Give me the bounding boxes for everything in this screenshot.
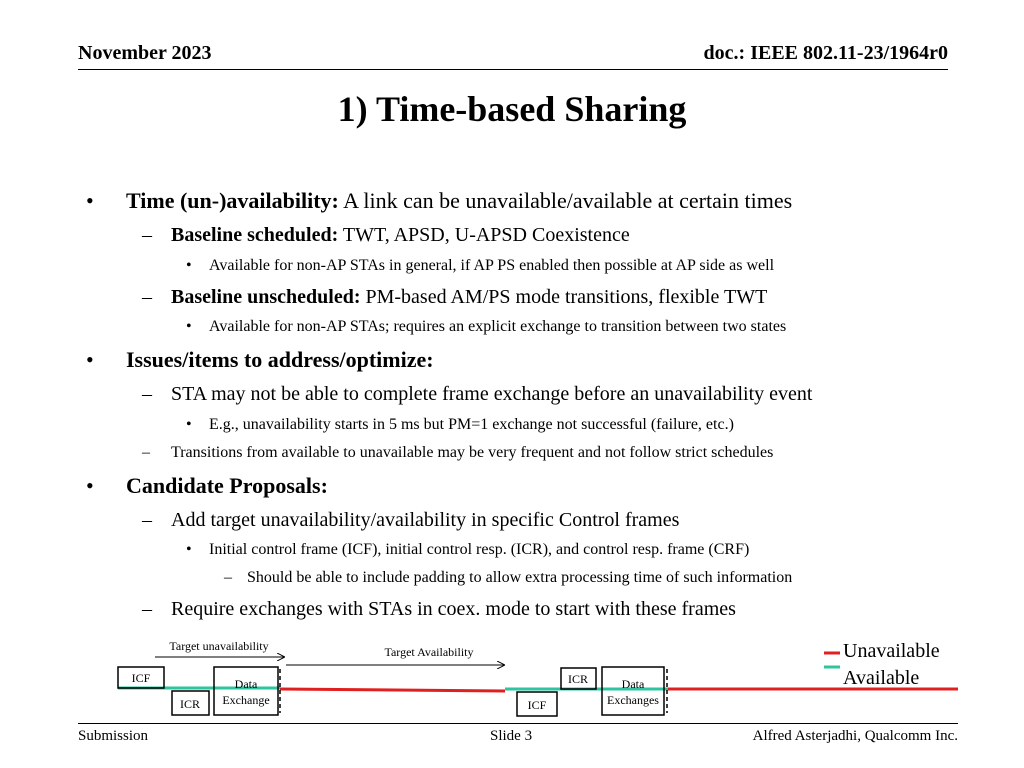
target-availability-label: Target Availability	[384, 645, 474, 659]
bullet-proposal-padding: Should be able to include padding to allow extra processing time of such information	[247, 569, 793, 586]
unavailable-segment	[280, 689, 505, 691]
bullet-scheduled-detail: Available for non-AP STAs in general, if AP PS enabled then possible at AP side as well	[209, 257, 775, 274]
bullet-issue-frame-exchange: STA may not be able to complete frame exchange before an unavailability event	[171, 383, 813, 405]
bullet-marker: –	[142, 444, 150, 461]
bullet-marker: •	[186, 257, 192, 274]
bullet-issues: Issues/items to address/optimize:	[126, 347, 434, 372]
footer-slide-number: Slide 3	[490, 728, 533, 744]
footer-submission: Submission	[78, 728, 149, 744]
bullet-marker: –	[142, 286, 152, 308]
timeline-diagram	[0, 630, 1024, 722]
bullet-issue-transitions: Transitions from available to unavailable may be very frequent and not follow strict schedules	[171, 444, 774, 461]
bullet-heading: Time (un-)availability:	[126, 188, 339, 213]
bullet-text: TWT, APSD, U-APSD Coexistence	[338, 224, 630, 246]
target-unavailability-label: Target unavailability	[169, 639, 269, 653]
bullet-marker: –	[142, 598, 152, 620]
bullet-baseline-scheduled	[171, 224, 630, 247]
legend-available-label: Available	[843, 667, 920, 689]
bullet-proposal-coex-exchanges: Require exchanges with STAs in coex. mode to start with these frames	[171, 598, 736, 620]
bullet-heading: Baseline scheduled:	[171, 224, 339, 246]
data-exchange-label-line1: Data	[234, 677, 258, 691]
bullet-text: PM-based AM/PS mode transitions, flexible TWT	[360, 286, 768, 308]
bullet-baseline-unscheduled	[171, 286, 767, 309]
bullet-marker: •	[86, 347, 94, 372]
icr-frame-label: ICR	[567, 672, 589, 686]
bullet-marker: –	[142, 224, 152, 246]
bullet-candidate-proposals: Candidate Proposals:	[126, 473, 328, 498]
bullet-proposal-control-frames: Add target unavailability/availability in specific Control frames	[171, 509, 680, 531]
data-exchanges-label-line1: Data	[621, 677, 645, 691]
bullet-marker: –	[142, 509, 152, 531]
bullet-proposal-icf-icr-crf: Initial control frame (ICF), initial control resp. (ICR), and control resp. frame (CRF)	[209, 541, 750, 558]
data-exchange-label-line2: Exchange	[222, 693, 270, 707]
data-exchange-box	[214, 667, 278, 715]
footer-divider	[78, 723, 958, 724]
bullet-marker: •	[86, 188, 94, 213]
slide-title: 1) Time-based Sharing	[337, 89, 687, 129]
bullet-marker: •	[86, 473, 94, 498]
header-divider	[78, 69, 948, 70]
icr-frame-label: ICR	[179, 697, 201, 711]
bullet-marker: –	[224, 569, 232, 586]
legend-unavailable-label: Unavailable	[843, 640, 940, 662]
footer-author: Alfred Asterjadhi, Qualcomm Inc.	[752, 728, 958, 744]
bullet-marker: •	[186, 541, 192, 558]
data-exchanges-label-line2: Exchanges	[607, 693, 659, 707]
header-date: November 2023	[78, 42, 212, 64]
icf-frame-label: ICF	[527, 698, 547, 712]
bullet-heading: Baseline unscheduled:	[171, 286, 361, 308]
header-doc-id: doc.: IEEE 802.11-23/1964r0	[703, 42, 948, 64]
bullet-text: A link can be unavailable/available at certain times	[338, 188, 793, 213]
data-exchanges-box	[602, 667, 664, 715]
bullet-marker: –	[142, 383, 152, 405]
bullet-time-availability	[126, 188, 792, 214]
bullet-issue-example: E.g., unavailability starts in 5 ms but PM=1 exchange not successful (failure, etc.)	[209, 416, 734, 433]
bullet-unscheduled-detail: Available for non-AP STAs; requires an explicit exchange to transition between two states	[209, 318, 787, 335]
icf-frame-label: ICF	[131, 671, 151, 685]
bullet-marker: •	[186, 416, 192, 433]
bullet-marker: •	[186, 318, 192, 335]
